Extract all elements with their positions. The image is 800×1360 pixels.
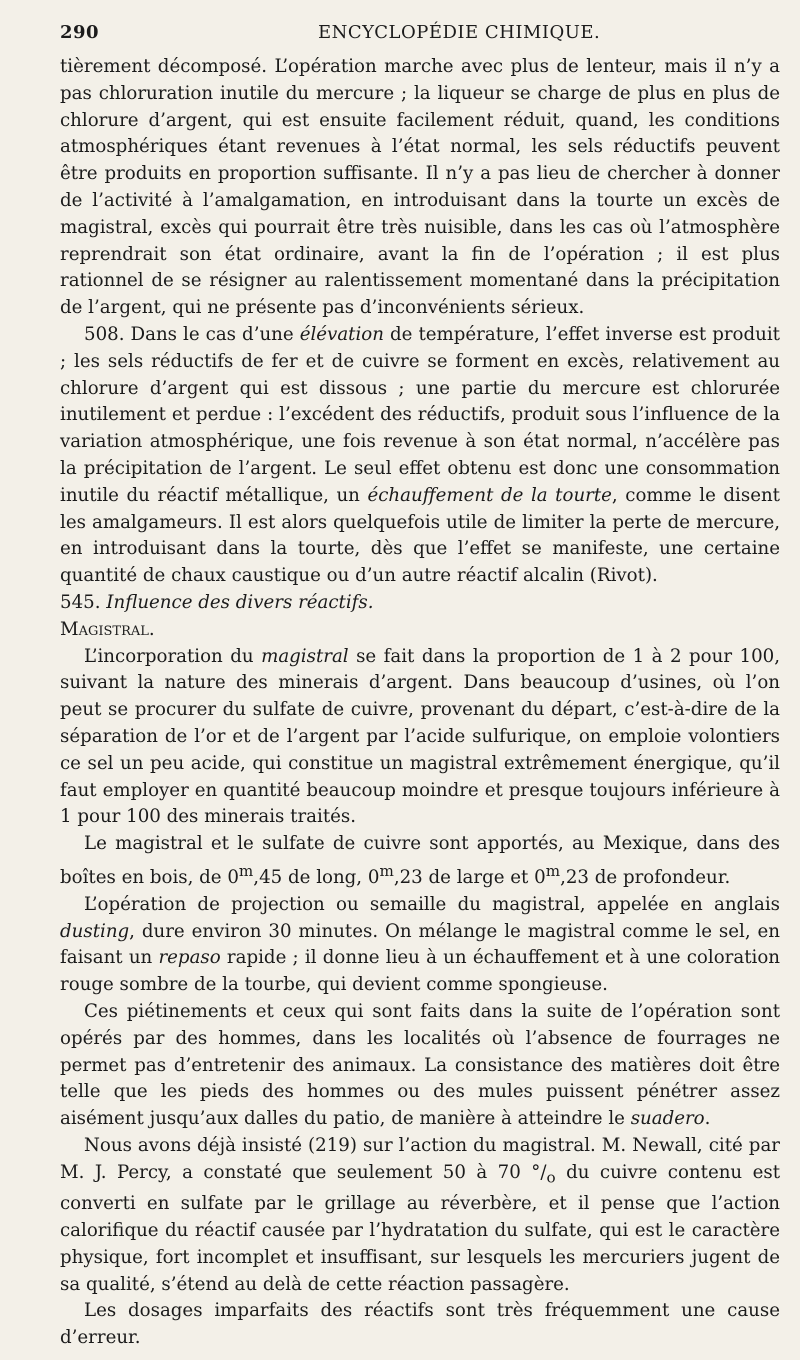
italic-term: dusting xyxy=(60,920,130,942)
subheading-magistral: Magistral. xyxy=(60,618,155,640)
text-run: L’incorporation du xyxy=(84,645,262,667)
section-heading xyxy=(60,590,780,617)
text-run: de température, l’effet inverse est produit ; les sels réductifs de fer et de cuivre se forment en excès, relativement au chlorure d’argent qui est dissous ; une partie du mercure est chlorurée inutilement et perdue : l’excédent des réductifs, produit sous l’influence de la variation atmosphérique, une fois revenue à son état normal, n’accélère pas la précipitation de l’argent. Le seul effet obtenu est donc une consommation inutile du réactif métallique, un xyxy=(60,323,780,506)
section-number: 545. xyxy=(60,591,101,613)
page-header xyxy=(60,22,780,54)
text-run: se fait dans la proportion de 1 à 2 pour 100, suivant la nature des minerais d’argent. Dans beaucoup d’usines, où l’on peut se procurer du sulfate de cuivre, provenant du départ, c’est-à-dire de la séparation de l’or et de l’argent par l’acide sulfurique, on emploie volontiers ce sel un peu acide, qui constitue un magistral extrêmement énergique, qu’il faut employer en quantité beaucoup moindre et presque toujours inférieure à 1 pour 100 des minerais traités. xyxy=(60,645,780,828)
paragraph-508 xyxy=(60,322,780,590)
paragraph-projection xyxy=(60,892,780,999)
text-run: ,23 de large et 0 xyxy=(393,866,546,888)
text-run: rapide ; il donne lieu à un échauffement et à une coloration rouge sombre de la tourbe, qui devient comme spongieuse. xyxy=(60,947,780,996)
italic-term: repaso xyxy=(158,947,221,969)
body-text xyxy=(60,54,780,1352)
text-run: ,45 de long, 0 xyxy=(253,866,380,888)
paragraph-pietinements xyxy=(60,999,780,1133)
italic-term: magistral xyxy=(261,645,349,667)
text-run: , comme le disent les amalgameurs. Il est alors quelquefois utile de limiter la perte de mercure, en introduisant dans la tourte, dès que l’effet se manifeste, une certaine quantité de chaux caustique ou d’un autre réactif alcalin (Rivot). xyxy=(60,484,780,587)
italic-term: échauffement de la tourte xyxy=(367,484,612,506)
text-run: Ces piétinements et ceux qui sont faits dans la suite de l’opération sont opérés par des hommes, dans les localités où l’absence de fourrages ne permet pas d’entretenir des animaux. La consistance des matières doit être telle que les pieds des hommes ou des mules puissent pénétrer assez aisément jusqu’aux dalles du patio, de manière à atteindre le xyxy=(60,1000,780,1130)
paragraph-newall xyxy=(60,1133,780,1298)
running-title: ENCYCLOPÉDIE CHIMIQUE. xyxy=(318,22,601,43)
text-run: , dure environ 30 minutes. On mélange le magistral comme le sel, en faisant un xyxy=(60,920,780,969)
paragraph-dosages: Les dosages imparfaits des réactifs sont très fréquemment une cause d’erreur. xyxy=(60,1300,780,1349)
section-title: Influence des divers réactifs. xyxy=(106,591,374,613)
italic-term: suadero xyxy=(630,1108,705,1130)
unit-superscript: m xyxy=(379,861,394,880)
paragraph-incorporation xyxy=(60,644,780,832)
page-number: 290 xyxy=(60,22,100,43)
paragraph-boxes xyxy=(60,831,780,892)
text-run: 508. Dans le cas d’une xyxy=(84,323,300,345)
text-run: . xyxy=(704,1108,711,1130)
text-run: du cuivre contenu est converti en sulfate par le grillage au réverbère, et il pense que l’action calorifique du réactif causée par l’hydratation du sulfate, qui est le caractère physique, fort incomplet et insuffisant, sur lesquels les mercuriers jugent de sa qualité, s’étend au delà de cette réaction passagère. xyxy=(60,1161,781,1295)
text-run: ,23 de profondeur. xyxy=(560,866,731,888)
unit-superscript: m xyxy=(545,861,561,880)
unit-superscript: m xyxy=(238,861,254,880)
italic-term: élévation xyxy=(299,323,384,345)
text-run: Nous avons déjà insisté (219) sur l’action du magistral. M. Newall, cité par M. J. Percy, a constaté que seulement 50 à 70 xyxy=(60,1134,780,1183)
paragraph-continuation: tièrement décomposé. L’opération marche avec plus de lenteur, mais il n’y a pas chloruration inutile du mercure ; la liqueur se charge de plus en plus de chlorure d’argent, qui est ensuite facilement réduit, quand, les conditions atmosphériques étant revenues à l’état normal, les sels réductifs peuvent être produits en proportion suffisante. Il n’y a pas lieu de chercher à donner de l’activité à l’amalgamation, en introduisant dans la tourte un excès de magistral, excès qui pourrait être très nuisible, dans les cas où l’atmosphère reprendrait son état ordinaire, avant la fin de l’opération ; il est plus rationnel de se résigner au ralentissement momentané dans la précipitation de l’argent, qui ne présente pas d’inconvénients sérieux. xyxy=(60,56,780,319)
percent-sign-sub: o xyxy=(546,1168,556,1187)
text-run: Le magistral et le sulfate de cuivre sont apportés, au Mexique, dans des boîtes en bois, de 0 xyxy=(60,833,780,888)
text-run: L’opération de projection ou semaille du magistral, appelée en anglais xyxy=(84,893,780,915)
percent-sign: °/ xyxy=(531,1161,547,1183)
